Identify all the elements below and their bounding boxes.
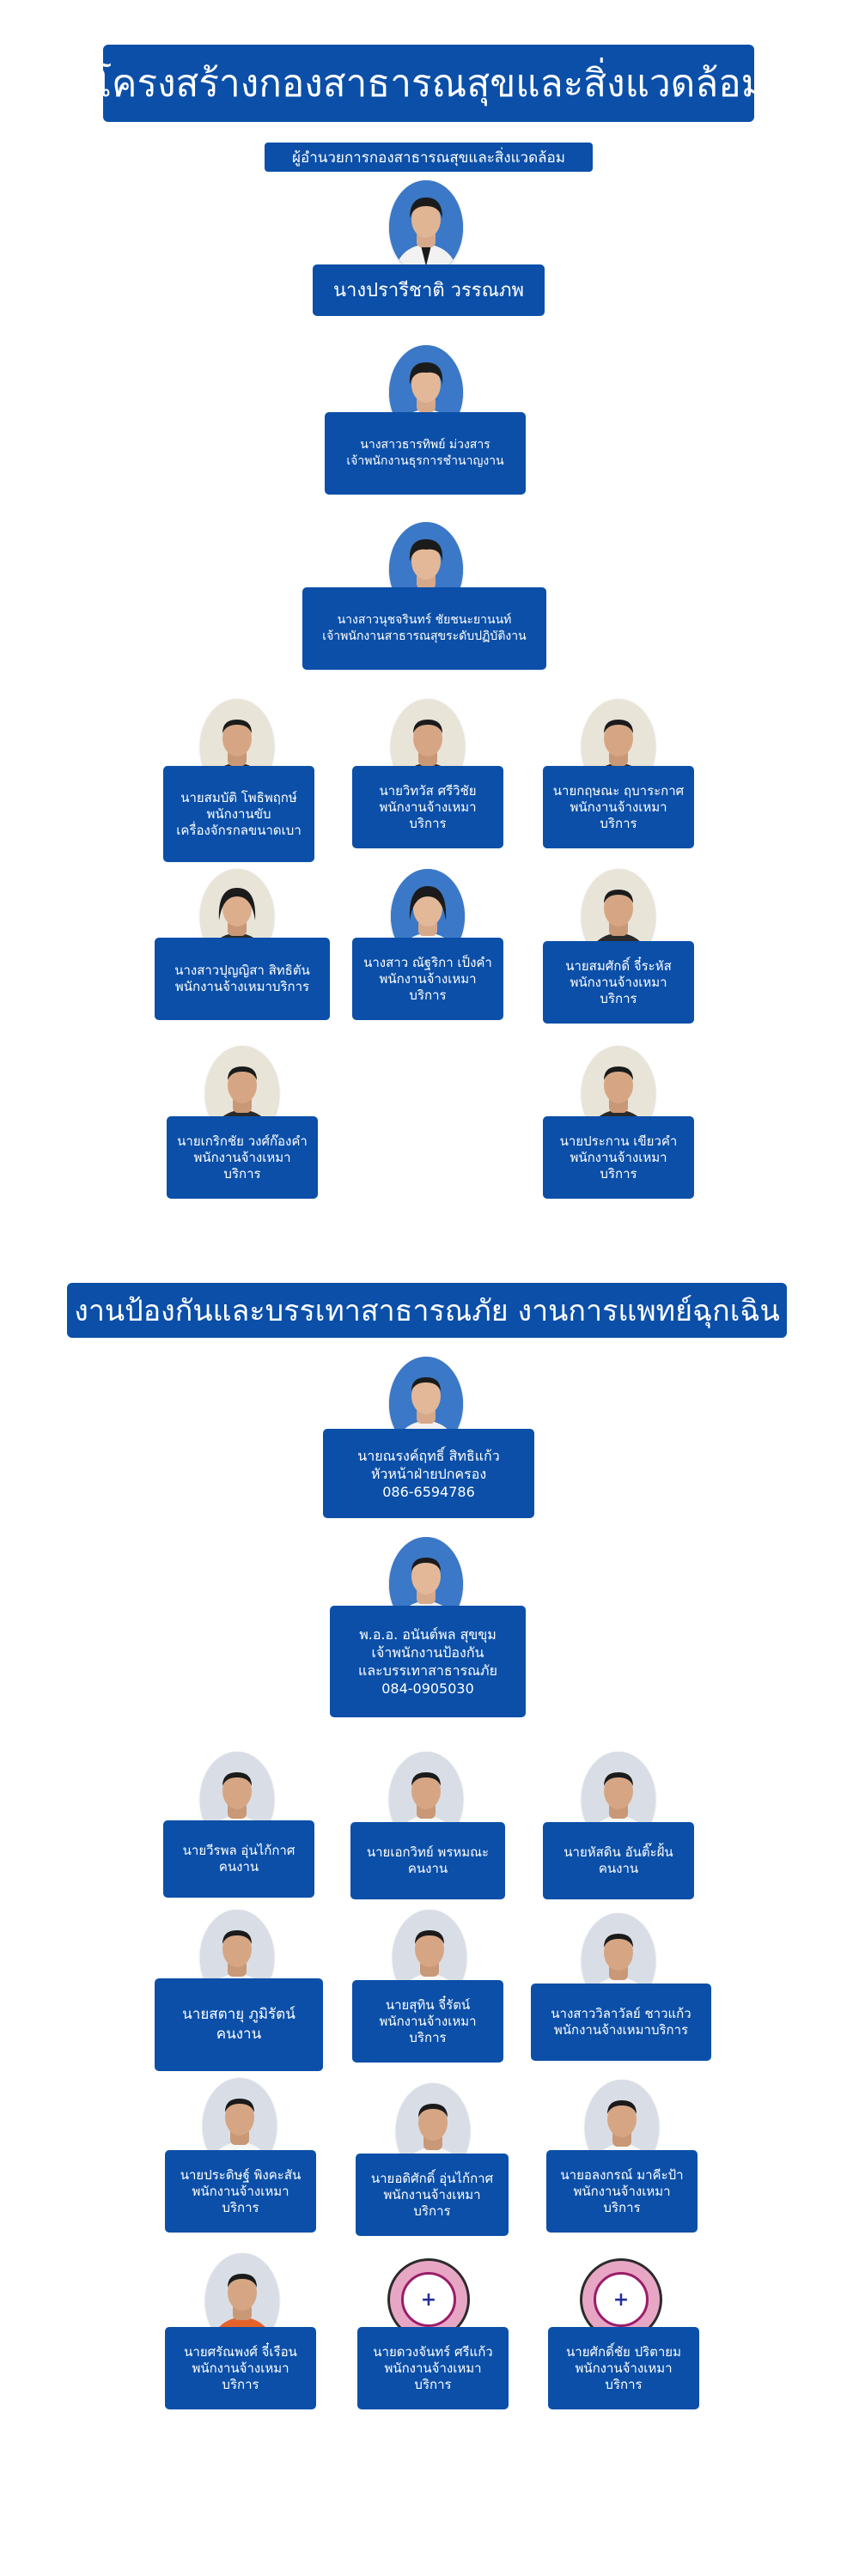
staff-name: นางสาวธารทิพย์ ม่วงสาร <box>360 438 490 452</box>
worker-position: บริการ <box>223 1165 261 1182</box>
member-name: นางสาววิลาวัลย์ ชาวแก้ว <box>551 2006 691 2021</box>
worker-card <box>543 766 694 848</box>
member-card <box>165 2327 316 2409</box>
member-name: นายวีรพล อุ่นไก้กาศ <box>182 1843 295 1858</box>
member-position: บริการ <box>413 2202 451 2219</box>
member-name: นายศรัณพงศ์ จี๋เรือน <box>184 2343 297 2360</box>
member-name: นายศักดิ์ชัย ปริตายม <box>566 2343 681 2360</box>
head-position: หัวหน้าฝ่ายปกครอง <box>370 1465 487 1482</box>
officer-position: และบรรเทาสาธารณภัย <box>358 1662 497 1679</box>
worker-card <box>352 766 503 848</box>
worker-position: พนักงานจ้างเหมา <box>379 799 477 815</box>
member-card <box>165 2150 316 2233</box>
member-card <box>352 1980 503 2063</box>
staff-card <box>325 412 526 495</box>
head-name: นายณรงค์ฤทธิ์ สิทธิแก้ว <box>357 1447 500 1464</box>
officer-card <box>330 1606 526 1717</box>
member-position: พนักงานจ้างเหมา <box>192 2360 289 2376</box>
member-position: พนักงานจ้างเหมา <box>192 2183 289 2199</box>
director-name: นางปรารีชาติ วรรณภพ <box>332 279 525 301</box>
member-position: พนักงานจ้างเหมา <box>573 2183 671 2199</box>
member-position: คนงาน <box>216 2026 262 2043</box>
worker-position: พนักงานจ้างเหมา <box>570 799 667 815</box>
member-position: บริการ <box>409 2029 447 2045</box>
worker-card <box>543 1116 694 1199</box>
head-phone: 086-6594786 <box>382 1483 475 1500</box>
worker-name: นายสมบัติ โพธิพฤกษ์ <box>180 789 297 805</box>
member-name: นายอดิศักดิ์ อุ่นไก้กาศ <box>370 2170 494 2186</box>
member-name: นายหัสดิน อันติ๊ะฝั้น <box>564 1844 673 1860</box>
worker-name: นายกฤษณะ ฤบาระกาศ <box>552 782 685 799</box>
member-position: พนักงานจ้างเหมา <box>575 2360 673 2376</box>
worker-position: บริการ <box>600 815 637 831</box>
member-card <box>356 2154 509 2236</box>
officer-name: พ.อ.อ. อนันต์พล สุขขุม <box>359 1626 497 1643</box>
member-position: บริการ <box>222 2376 259 2392</box>
worker-name: นางสาว ณัฐริกา เป็งคำ <box>363 954 492 970</box>
member-position: พนักงานจ้างเหมาบริการ <box>553 2022 689 2038</box>
director-name-card <box>313 264 545 316</box>
member-position: คนงาน <box>407 1861 448 1876</box>
section2-title: งานป้องกันและบรรเทาสาธารณภัย งานการแพทย์ฉุกเฉิน <box>67 1283 787 1338</box>
staff-card <box>302 587 546 670</box>
member-card <box>548 2327 699 2409</box>
member-position: บริการ <box>603 2199 641 2215</box>
worker-position: พนักงานจ้างเหมา <box>193 1149 291 1165</box>
member-name: นายเอกวิทย์ พรหมณะ <box>366 1844 490 1860</box>
worker-card <box>163 766 314 862</box>
member-card <box>350 1822 505 1899</box>
worker-position: บริการ <box>600 1165 637 1182</box>
worker-name: นายประกาน เขียวคำ <box>559 1133 678 1149</box>
member-name: นายอลงกรณ์ มาคีะป้า <box>560 2166 684 2183</box>
worker-position: พนักงานจ้างเหมาบริการ <box>174 979 310 994</box>
member-position: บริการ <box>605 2376 643 2392</box>
section1-title: โครงสร้างกองสาธารณสุขและสิ่งแวดล้อม <box>103 45 754 122</box>
member-card <box>546 2150 698 2233</box>
officer-phone: 084-0905030 <box>381 1680 474 1697</box>
worker-position: บริการ <box>409 987 447 1003</box>
member-position: พนักงานจ้างเหมา <box>383 2186 481 2202</box>
staff-name: นางสาวนุชจรินทร์ ชัยชนะยานนท์ <box>337 613 512 627</box>
member-name: นายดวงจันทร์ ศรีแก้ว <box>373 2343 493 2360</box>
member-card <box>357 2327 509 2409</box>
member-position: บริการ <box>222 2199 259 2215</box>
head-card <box>323 1429 534 1518</box>
member-position: บริการ <box>414 2376 452 2392</box>
member-card <box>531 1984 711 2061</box>
staff-position: เจ้าพนักงานสาธารณสุขระดับปฏิบัติงาน <box>322 629 527 643</box>
worker-position: เครื่องจักรกลขนาดเบา <box>176 822 302 838</box>
worker-name: นางสาวปุญญิสา สิทธิตัน <box>174 963 310 978</box>
worker-card <box>352 938 503 1020</box>
worker-name: นายสมศักดิ์ จี๋ระหัส <box>565 957 672 974</box>
worker-card <box>155 938 330 1020</box>
director-photo <box>389 180 463 275</box>
worker-name: นายวิทวัส ศรีวิชัย <box>379 782 477 799</box>
worker-position: พนักงานจ้างเหมา <box>379 970 477 987</box>
member-position: พนักงานจ้างเหมา <box>379 2013 477 2029</box>
worker-position: พนักงานจ้างเหมา <box>570 1149 667 1165</box>
member-name: นายประดิษฐ์ พิงคะสัน <box>180 2166 302 2183</box>
worker-card <box>167 1116 318 1199</box>
member-card <box>155 1978 323 2071</box>
member-position: คนงาน <box>218 1859 259 1874</box>
staff-position: เจ้าพนักงานธุรการชำนาญงาน <box>346 454 504 468</box>
worker-card <box>543 941 694 1024</box>
worker-position: บริการ <box>409 815 447 831</box>
member-name: นายสุทิน จี๋รัตน์ <box>385 1996 471 2013</box>
worker-position: บริการ <box>600 990 637 1006</box>
member-card <box>163 1820 314 1898</box>
worker-position: พนักงานขับ <box>206 805 271 822</box>
member-position: คนงาน <box>598 1861 639 1876</box>
member-name: นายสตายุ ภูมิรัตน์ <box>182 2006 295 2023</box>
emergency-logo-mark: + <box>401 2272 456 2327</box>
worker-name: นายเกริกชัย วงศ์ก๊องคำ <box>177 1133 308 1149</box>
officer-position: เจ้าพนักงานป้องกัน <box>371 1644 484 1661</box>
member-position: พนักงานจ้างเหมา <box>384 2360 482 2376</box>
member-card <box>543 1822 694 1899</box>
emergency-logo-mark: + <box>594 2272 649 2327</box>
director-caption: ผู้อำนวยการกองสาธารณสุขและสิ่งแวดล้อม <box>265 143 593 172</box>
worker-position: พนักงานจ้างเหมา <box>570 974 667 990</box>
